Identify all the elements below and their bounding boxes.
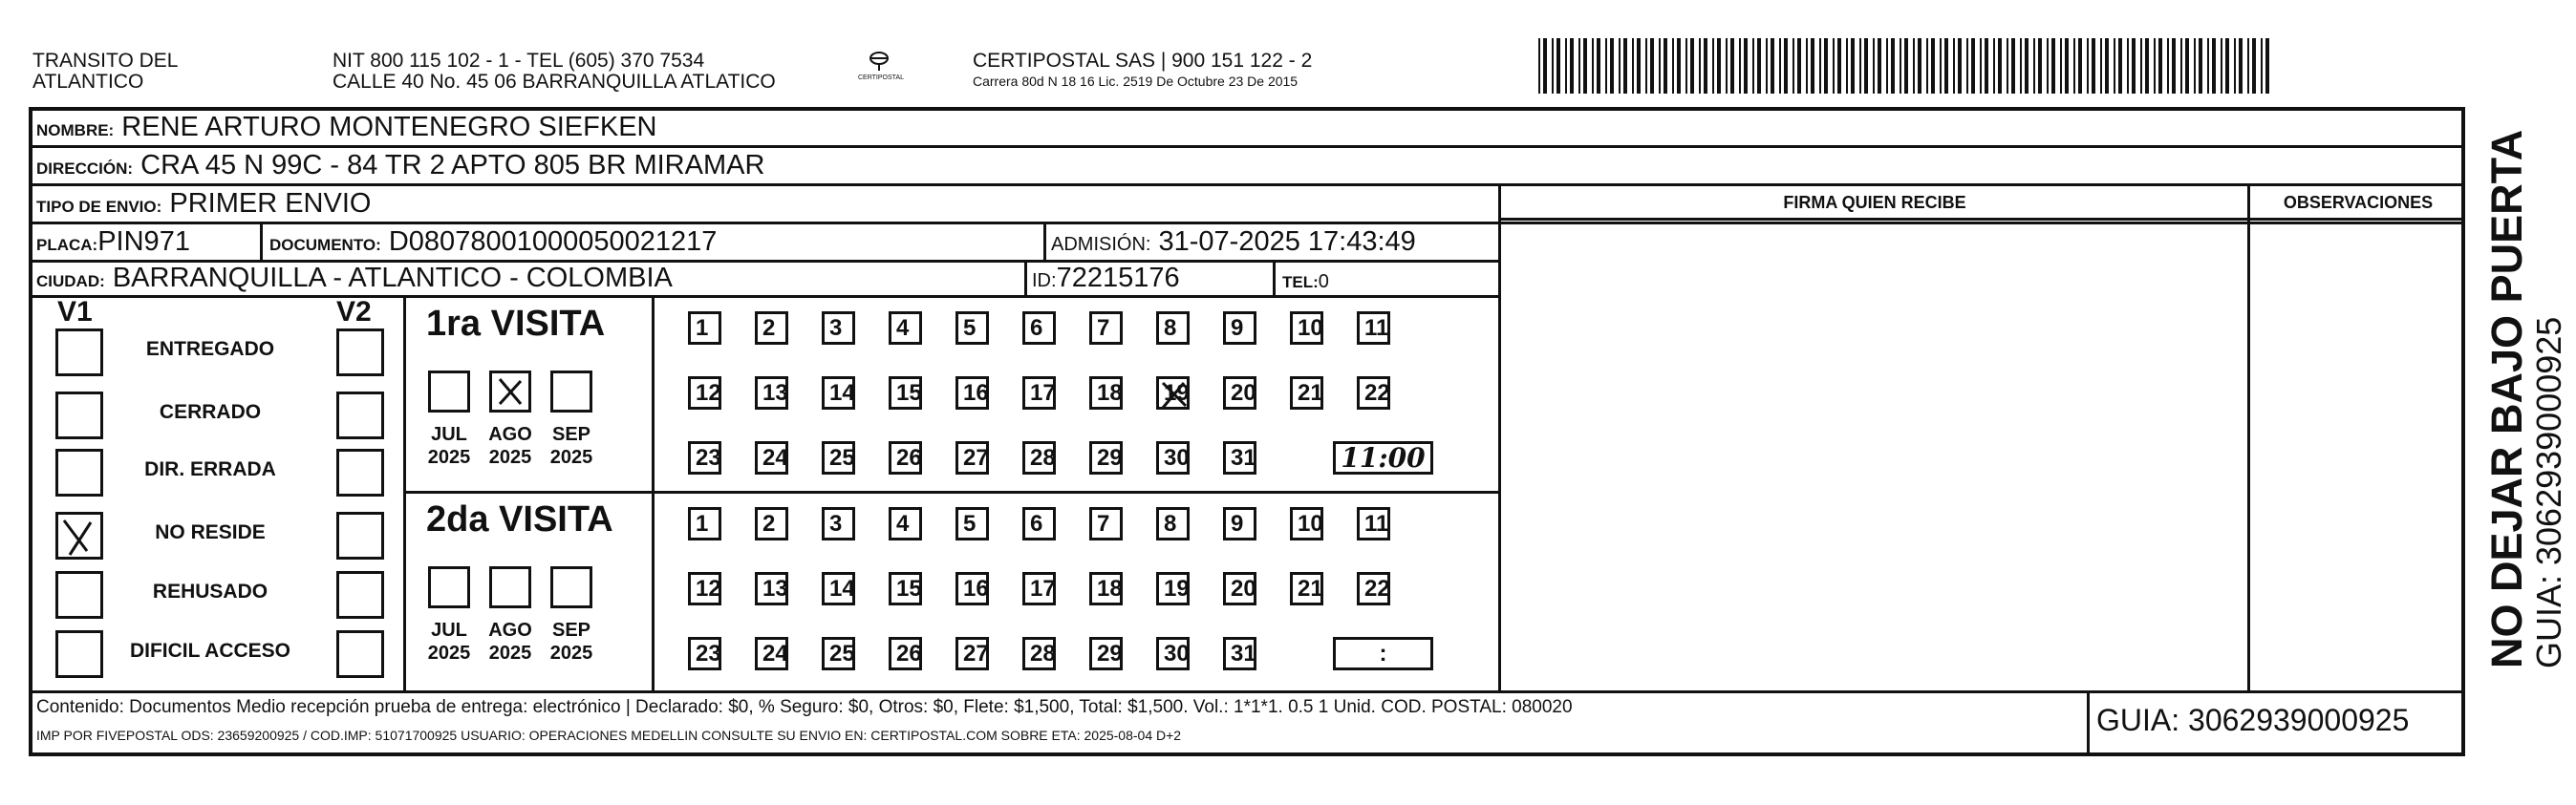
col-line [652, 295, 655, 690]
day-box[interactable]: 8 [1156, 311, 1190, 345]
barcode-bar [1985, 38, 1988, 94]
barcode-bar [2207, 38, 2209, 94]
day-box[interactable]: 16 [955, 572, 989, 605]
barcode-bar [2033, 38, 2035, 94]
barcode-bar [1578, 38, 1580, 94]
footer-guia: GUIA: 3062939000925 [2096, 703, 2410, 737]
barcode-bar [1971, 38, 1975, 94]
barcode-bar [1859, 38, 1861, 94]
barcode-bar [1886, 38, 1888, 94]
barcode-bar [1552, 38, 1554, 94]
barcode-bar [1846, 38, 1848, 94]
v1-checkbox[interactable] [55, 630, 103, 678]
day-box[interactable]: 12 [688, 572, 721, 605]
barcode-bar [2180, 38, 2182, 94]
day-box[interactable]: 21 [1290, 376, 1323, 410]
day-box[interactable]: 28 [1022, 637, 1056, 670]
month-label: AGO [488, 620, 532, 641]
barcode-bar [2114, 38, 2115, 94]
day-box[interactable]: 8 [1156, 507, 1190, 540]
day-box[interactable]: 21 [1290, 572, 1323, 605]
day-box[interactable]: 22 [1357, 572, 1390, 605]
day-box[interactable]: 6 [1022, 507, 1056, 540]
month-checkbox[interactable] [550, 371, 592, 413]
barcode-bar [2100, 38, 2102, 94]
day-box[interactable]: 30 [1156, 637, 1190, 670]
row-line [405, 491, 1500, 494]
barcode-bar [2185, 38, 2189, 94]
barcode-bar [1757, 38, 1761, 94]
time-box[interactable]: : [1333, 637, 1433, 670]
v1-checkbox[interactable] [55, 571, 103, 619]
documento-field: DOCUMENTO: D08078001000050021217 [269, 226, 718, 257]
barcode-bar [1771, 38, 1774, 94]
barcode-bar [2140, 38, 2142, 94]
barcode-bar [1806, 38, 1808, 94]
row-line [29, 222, 1500, 224]
barcode-bar [1837, 38, 1841, 94]
barcode-bar [1730, 38, 1734, 94]
barcode-bar [1998, 38, 2002, 94]
barcode-bar [1744, 38, 1748, 94]
barcode-bar [2078, 38, 2082, 94]
barcode-bar [1570, 38, 1574, 94]
barcode-bar [1637, 38, 1641, 94]
day-box[interactable]: 7 [1089, 311, 1123, 345]
barcode-bar [1726, 38, 1728, 94]
row-line [29, 145, 2465, 148]
barcode-bar [1833, 38, 1835, 94]
v1-checkbox[interactable] [55, 449, 103, 497]
status-option-label: DIFICIL ACCESO [129, 640, 290, 662]
barcode-bar [2065, 38, 2069, 94]
barcode-bar [2167, 38, 2169, 94]
day-box[interactable]: 23 [688, 441, 721, 475]
barcode-bar [2265, 38, 2269, 94]
barcode-bar [1878, 38, 1881, 94]
visit-title: 2da VISITA [426, 499, 613, 540]
barcode-bar [2158, 38, 2162, 94]
barcode-bar [1913, 38, 1915, 94]
barcode-bar [1940, 38, 1942, 94]
day-box[interactable]: 2 [755, 507, 788, 540]
barcode-bar [1953, 38, 1955, 94]
visit-title: 1ra VISITA [426, 304, 606, 344]
barcode-bar [2221, 38, 2222, 94]
day-box[interactable]: 17 [1022, 572, 1056, 605]
barcode-bar [2234, 38, 2236, 94]
admision-field: ADMISIÓN: 31-07-2025 17:43:49 [1051, 226, 1416, 257]
day-box[interactable]: 20 [1223, 376, 1256, 410]
row-line [1500, 222, 2465, 224]
barcode-bar [1623, 38, 1627, 94]
barcode-bar [2025, 38, 2029, 94]
day-box[interactable]: 31 [1223, 441, 1256, 475]
barcode-bar [1918, 38, 1921, 94]
day-box[interactable]: 13 [755, 376, 788, 410]
day-box[interactable]: 18 [1089, 572, 1123, 605]
barcode-bar [2172, 38, 2176, 94]
company-address: CALLE 40 No. 45 06 BARRANQUILLA ATLATICO [333, 71, 776, 93]
v2-checkbox[interactable] [336, 328, 384, 376]
status-option-label: REHUSADO [152, 581, 268, 603]
barcode-bar [1792, 38, 1794, 94]
barcode-bar [2092, 38, 2095, 94]
v1-checkbox[interactable] [55, 392, 103, 439]
barcode-bar [1784, 38, 1788, 94]
barcode-bar [1993, 38, 1995, 94]
day-box[interactable]: 27 [955, 441, 989, 475]
day-box[interactable]: 3 [822, 311, 855, 345]
status-option-label: NO RESIDE [155, 521, 266, 543]
day-box[interactable]: 12 [688, 376, 721, 410]
day-box[interactable]: 16 [955, 376, 989, 410]
company-nit: NIT 800 115 102 - 1 - TEL (605) 370 7534 [333, 50, 705, 72]
barcode-bar [2247, 38, 2249, 94]
day-box[interactable]: 7 [1089, 507, 1123, 540]
barcode-bar [1704, 38, 1707, 94]
footer-line [29, 690, 2465, 693]
v2-checkbox[interactable] [336, 512, 384, 560]
barcode-bar [2038, 38, 2042, 94]
col-line [1024, 260, 1027, 295]
barcode-bar [1904, 38, 1908, 94]
barcode-bar [2225, 38, 2229, 94]
barcode-bar [2011, 38, 2015, 94]
day-box[interactable]: 26 [889, 637, 922, 670]
barcode-bar [1597, 38, 1600, 94]
day-box[interactable]: 25 [822, 637, 855, 670]
barcode-bar [1766, 38, 1768, 94]
barcode-bar [2127, 38, 2129, 94]
month-label: SEP [551, 620, 591, 641]
barcode-bar [1797, 38, 1801, 94]
barcode-bar [1699, 38, 1701, 94]
day-box[interactable]: 23 [688, 637, 721, 670]
direccion-field: DIRECCIÓN: CRA 45 N 99C - 84 TR 2 APTO 805 BR MIRAMAR [36, 150, 765, 180]
month-checkbox[interactable] [489, 566, 531, 608]
day-box[interactable]: 30 [1156, 441, 1190, 475]
day-box[interactable]: 9 [1223, 311, 1256, 345]
barcode-bar [1685, 38, 1687, 94]
day-box[interactable]: 20 [1223, 572, 1256, 605]
barcode-bar [2118, 38, 2122, 94]
barcode-bar [1690, 38, 1694, 94]
barcode-bar [1811, 38, 1814, 94]
barcode-bar [1538, 38, 1540, 94]
barcode-bar [2060, 38, 2062, 94]
barcode-bar [1958, 38, 1962, 94]
barcode-bar [1819, 38, 1821, 94]
year-label: 2025 [488, 447, 532, 468]
v1-label: V1 [57, 296, 93, 328]
barcode-bar [2073, 38, 2075, 94]
year-label: 2025 [427, 643, 471, 664]
day-box[interactable]: 29 [1089, 441, 1123, 475]
col-line [2247, 183, 2250, 690]
day-box[interactable]: 19 [1156, 572, 1190, 605]
firma-header: FIRMA QUIEN RECIBE [1783, 193, 1966, 212]
barcode-bar [1592, 38, 1594, 94]
v1-checkbox[interactable] [55, 512, 103, 560]
status-option-label: ENTREGADO [145, 338, 275, 360]
day-box[interactable]: 2 [755, 311, 788, 345]
year-label: 2025 [549, 643, 593, 664]
day-box[interactable]: 14 [822, 376, 855, 410]
side-notice: NO DEJAR BAJO PUERTA GUIA: 3062939000925 [2482, 129, 2568, 668]
barcode-bar [2239, 38, 2243, 94]
day-box[interactable]: 11 [1357, 507, 1390, 540]
tipo-envio-field: TIPO DE ENVIO: PRIMER ENVIO [36, 188, 372, 219]
month-checkbox[interactable] [428, 371, 470, 413]
day-box[interactable]: 4 [889, 311, 922, 345]
day-box[interactable]: 5 [955, 311, 989, 345]
barcode-bar [1565, 38, 1567, 94]
barcode-bar [2105, 38, 2109, 94]
carrier-info: CERTIPOSTAL SAS | 900 151 122 - 2 [973, 50, 1313, 72]
barcode-bar [1672, 38, 1674, 94]
day-box[interactable]: 31 [1223, 637, 1256, 670]
company-name-line2: ATLANTICO [32, 71, 144, 93]
barcode-bar [1619, 38, 1621, 94]
barcode-bar [1583, 38, 1587, 94]
col-line [1273, 260, 1276, 295]
day-box[interactable]: 26 [889, 441, 922, 475]
day-box[interactable]: 18 [1089, 376, 1123, 410]
v2-checkbox[interactable] [336, 449, 384, 497]
day-box[interactable]: 10 [1290, 507, 1323, 540]
col-line [1043, 222, 1046, 260]
day-box[interactable]: 11 [1357, 311, 1390, 345]
day-box[interactable]: 1 [688, 507, 721, 540]
barcode-bar [2199, 38, 2202, 94]
day-box[interactable]: 22 [1357, 376, 1390, 410]
barcode-bar [1779, 38, 1781, 94]
barcode-bar [1926, 38, 1928, 94]
day-box[interactable]: 5 [955, 507, 989, 540]
row-line [1500, 218, 2465, 221]
time-box[interactable]: 11:00 [1333, 441, 1433, 475]
barcode-bar [1664, 38, 1667, 94]
barcode-bar [1752, 38, 1754, 94]
col-line [403, 295, 406, 690]
day-box[interactable]: 17 [1022, 376, 1056, 410]
barcode-bar [1966, 38, 1968, 94]
barcode-bar [1931, 38, 1935, 94]
day-box[interactable]: 28 [1022, 441, 1056, 475]
barcode-bar [2154, 38, 2156, 94]
col-line [1498, 183, 1501, 690]
barcode-bar [1543, 38, 1547, 94]
barcode-bar [1851, 38, 1855, 94]
status-option-label: CERRADO [159, 401, 262, 423]
col-line [260, 222, 263, 260]
day-box[interactable]: 29 [1089, 637, 1123, 670]
day-box[interactable]: 13 [755, 572, 788, 605]
barcode-bar [1873, 38, 1875, 94]
day-box[interactable]: 3 [822, 507, 855, 540]
carrier-license: Carrera 80d N 18 16 Lic. 2519 De Octubre 23 De 2015 [973, 74, 1299, 89]
year-label: 2025 [427, 447, 471, 468]
year-label: 2025 [488, 643, 532, 664]
year-label: 2025 [549, 447, 593, 468]
barcode-bar [1900, 38, 1901, 94]
month-checkbox[interactable] [489, 371, 531, 413]
day-box[interactable]: 1 [688, 311, 721, 345]
barcode [1538, 38, 2284, 95]
day-box[interactable]: 15 [889, 572, 922, 605]
barcode-bar [2132, 38, 2136, 94]
barcode-bar [1980, 38, 1982, 94]
barcode-bar [1659, 38, 1661, 94]
barcode-bar [1632, 38, 1634, 94]
barcode-bar [2252, 38, 2256, 94]
certipostal-logo: CERTIPOSTAL [858, 46, 900, 88]
month-checkbox[interactable] [550, 566, 592, 608]
footer-contenido: Contenido: Documentos Medio recepción prueba de entrega: electrónico | Declarado: $0, % Seguro: $0, Otros: $0, Flete: $1,500, Total: $1,500. Vol.: 1*1*1. 0.5 1 Unid. COD. POSTAL: 080020 [36, 697, 1573, 717]
day-box[interactable]: 14 [822, 572, 855, 605]
barcode-bar [1944, 38, 1948, 94]
barcode-bar [1864, 38, 1868, 94]
barcode-bar [1650, 38, 1654, 94]
day-box[interactable]: 6 [1022, 311, 1056, 345]
day-box[interactable]: 10 [1290, 311, 1323, 345]
day-box[interactable]: 9 [1223, 507, 1256, 540]
barcode-bar [1739, 38, 1741, 94]
barcode-bar [2047, 38, 2049, 94]
company-name-line1: TRANSITO DEL [32, 50, 179, 72]
v2-checkbox[interactable] [336, 571, 384, 619]
v2-checkbox[interactable] [336, 630, 384, 678]
tel-field: TEL:0 [1282, 271, 1329, 292]
barcode-bar [1677, 38, 1681, 94]
placa-field: PLACA:PIN971 [36, 226, 190, 257]
barcode-bar [2087, 38, 2089, 94]
day-box[interactable]: 19 [1156, 376, 1190, 410]
month-label: SEP [551, 424, 591, 445]
day-box[interactable]: 4 [889, 507, 922, 540]
barcode-bar [1891, 38, 1895, 94]
status-option-label: DIR. ERRADA [144, 458, 276, 480]
observaciones-header: OBSERVACIONES [2283, 193, 2434, 212]
nombre-field: NOMBRE: RENE ARTURO MONTENEGRO SIEFKEN [36, 112, 657, 142]
barcode-bar [1605, 38, 1607, 94]
month-checkbox[interactable] [428, 566, 470, 608]
day-box[interactable]: 24 [755, 441, 788, 475]
month-label: AGO [488, 424, 532, 445]
id-field: ID:72215176 [1032, 263, 1180, 293]
barcode-bar [1824, 38, 1828, 94]
barcode-bar [1712, 38, 1714, 94]
day-box[interactable]: 27 [955, 637, 989, 670]
barcode-bar [2194, 38, 2196, 94]
day-box[interactable]: 15 [889, 376, 922, 410]
day-box[interactable]: 24 [755, 637, 788, 670]
v1-checkbox[interactable] [55, 328, 103, 376]
row-line [29, 183, 2465, 186]
col-line [2087, 690, 2090, 756]
footer-imp: IMP POR FIVEPOSTAL ODS: 23659200925 / COD.IMP: 51071700925 USUARIO: OPERACIONES MEDELLIN CONSULTE SU ENVIO EN: CERTIPOSTAL.COM SOBRE ETA: 2025-08-04 D+2 [36, 728, 1182, 743]
ciudad-field: CIUDAD: BARRANQUILLA - ATLANTICO - COLOMBIA [36, 263, 673, 293]
month-label: JUL [431, 620, 467, 641]
v2-checkbox[interactable] [336, 392, 384, 439]
barcode-bar [2212, 38, 2216, 94]
month-label: JUL [431, 424, 467, 445]
barcode-bar [1556, 38, 1560, 94]
barcode-bar [2261, 38, 2263, 94]
barcode-bar [1645, 38, 1647, 94]
v2-label: V2 [336, 296, 372, 328]
barcode-bar [2020, 38, 2022, 94]
barcode-bar [1717, 38, 1721, 94]
barcode-bar [2051, 38, 2055, 94]
barcode-bar [1610, 38, 1614, 94]
barcode-bar [2007, 38, 2008, 94]
day-box[interactable]: 25 [822, 441, 855, 475]
barcode-bar [2145, 38, 2149, 94]
